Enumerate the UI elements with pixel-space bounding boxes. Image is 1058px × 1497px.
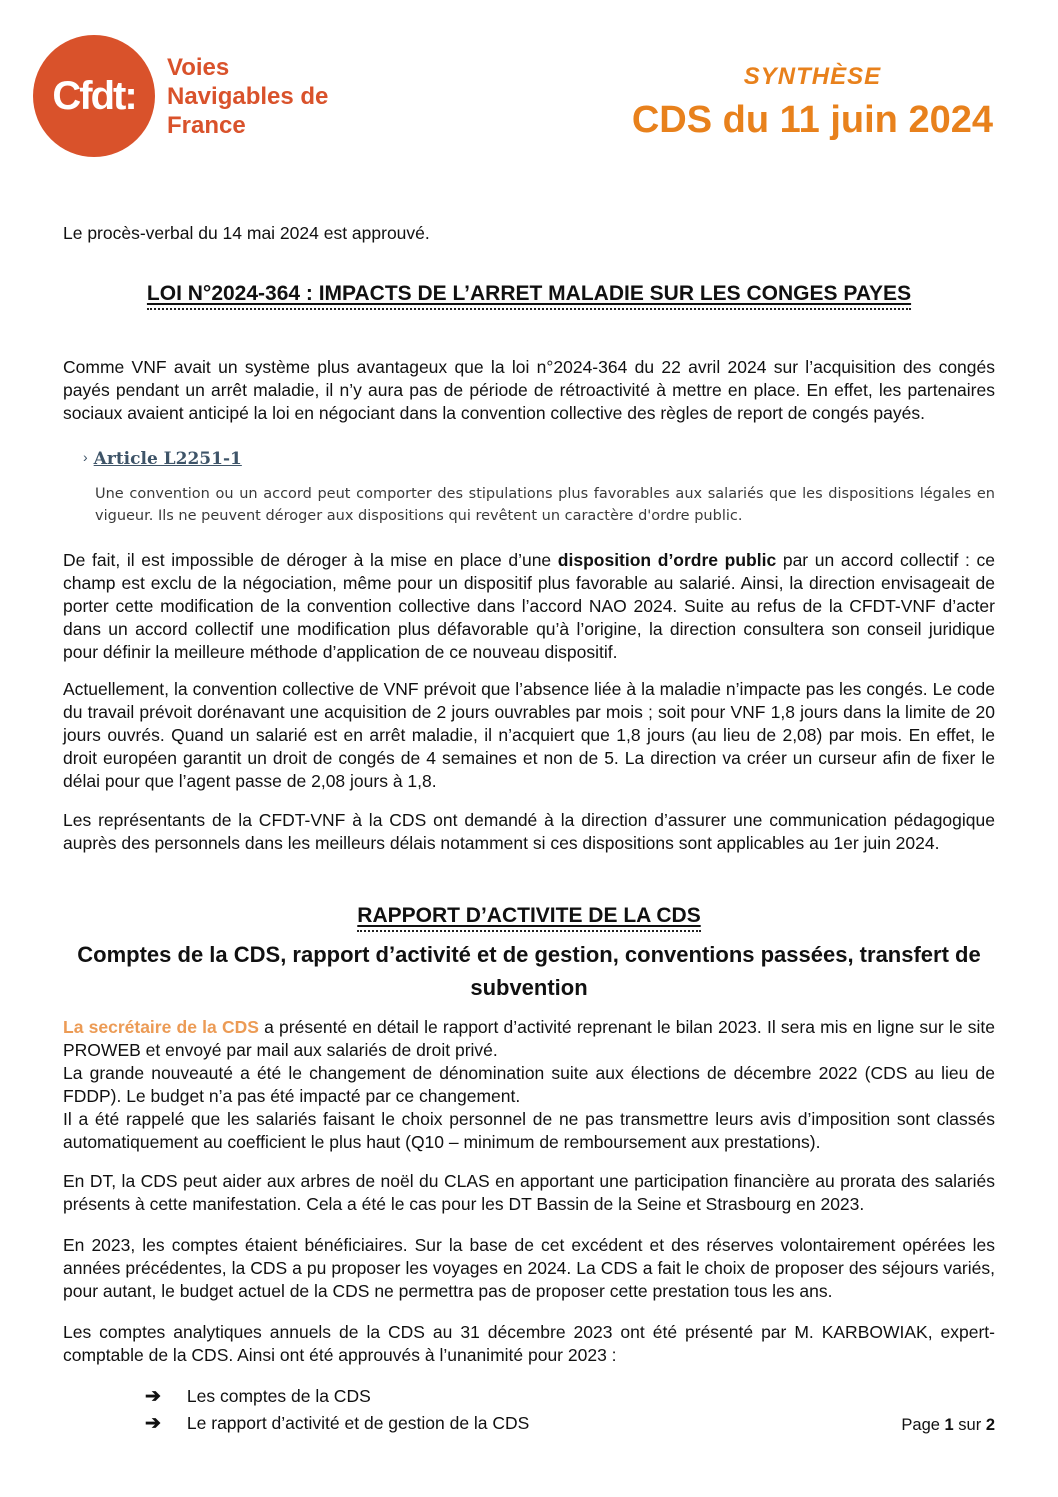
- paragraph-text: a présenté en détail le rapport d’activité reprenant le bilan 2023. Il sera mis en ligne sur le site PROWEB et envoyé par mail aux salariés de droit privé.: [63, 1017, 995, 1060]
- section2-paragraph-5: En 2023, les comptes étaient bénéficiaires. Sur la base de cet excédent et des réserves volontairement opérées les années précédentes, la CDS a pu proposer les voyages en 2024. La CDS a fait le choix de proposer des séjours variés, pour autant, le budget actuel de la CDS ne permettra pas de proposer cette prestation tous les ans.: [63, 1235, 995, 1301]
- section1-paragraph-3: Actuellement, la convention collective de VNF prévoit que l’absence liée à la maladie n’impacte pas les congés. Le code du travail prévoit dorénavant une acquisition de 2 jours ouvrables par mois ; soit pour VNF 1,8 jours dans la limite de 20 jours ouvrés. Quand un salarié est en arrêt maladie, il n’acquiert que 1,8 jours (au lieu de 2,08) par mois. En effet, le droit européen garantit un droit de congés de 4 semaines et non de 5. La direction va créer un curseur afin de fixer le délai pour que l’agent passe de 2,08 jours à 1,8.: [63, 679, 995, 791]
- secretary-highlight: La secrétaire de la CDS: [63, 1017, 259, 1037]
- org-name-line: France: [167, 111, 246, 139]
- arrow-bullet-icon: ➔: [145, 1413, 161, 1434]
- paragraph-text: De fait, il est impossible de déroger à la mise en place d’une: [63, 550, 558, 570]
- paragraph-text: par un accord collectif : ce champ est exclu de la négociation, même pour un dispositif plus favorable au salarié. Ainsi, la direction envisageait de porter cette modification de la convention collective dans l’accord NAO 2024. Suite au refus de la CFDT-VNF d’acter dans un accord collectif une modification plus défavorable qu’à l’origine, la direction consultera son conseil juridique pour définir la meilleure méthode d’application de ce nouveau dispositif.: [63, 550, 995, 662]
- section2-subheading: Comptes de la CDS, rapport d’activité et de gestion, conventions passées, transfert de subvention: [77, 942, 981, 1000]
- footer-page-number: 1: [944, 1416, 954, 1434]
- section2-paragraph-3: Il a été rappelé que les salariés faisant le choix personnel de ne pas transmettre leurs avis d’imposition sont classés automatiquement au coefficient le plus haut (Q10 – minimum de remboursement aux prestations).: [63, 1109, 995, 1152]
- approved-items-list: [63, 1383, 995, 1437]
- chevron-right-icon: ›: [83, 449, 88, 465]
- article-link-row: [83, 445, 995, 471]
- doc-type-label: SYNTHÈSE: [743, 63, 882, 90]
- page-title: CDS du 11 juin 2024: [631, 99, 993, 141]
- article-link[interactable]: Article L2251-1: [93, 449, 242, 469]
- document-header: [52, 35, 995, 168]
- intro-paragraph: Le procès-verbal du 14 mai 2024 est approuvé.: [63, 223, 430, 243]
- section2-paragraph-4: En DT, la CDS peut aider aux arbres de noël du CLAS en apportant une participation financière au prorata des salariés présents à cette manifestation. Cela a été le cas pour les DT Bassin de la Seine et Strasbourg en 2023.: [63, 1171, 995, 1214]
- arrow-bullet-icon: ➔: [145, 1386, 161, 1407]
- section2-paragraph-6: Les comptes analytiques annuels de la CDS au 31 décembre 2023 ont été présenté par M. KARBOWIAK, expert-comptable de la CDS. Ainsi ont été approuvés à l’unanimité pour 2023 :: [63, 1322, 995, 1365]
- title-block: [632, 35, 995, 142]
- section1-heading: [63, 281, 995, 310]
- org-name-line: Voies: [167, 53, 230, 81]
- list-item-text: Les comptes de la CDS: [186, 1386, 371, 1406]
- org-name-line: Navigables de: [167, 82, 329, 110]
- paragraph-bold-text: disposition d’ordre public: [557, 550, 777, 570]
- org-name: [167, 53, 328, 140]
- section1-heading-text: LOI N°2024-364 : IMPACTS DE L’ARRET MALADIE SUR LES CONGES PAYES: [147, 281, 911, 310]
- list-item-text: Le rapport d’activité et de gestion de la CDS: [186, 1413, 530, 1433]
- section2-heading-text: RAPPORT D’ACTIVITE DE LA CDS: [357, 903, 700, 932]
- article-quote: Une convention ou un accord peut comporter des stipulations plus favorables aux salariés que les dispositions légales en vigueur. Ils ne peuvent déroger aux dispositions qui revêtent un caractère d'ordre public.: [95, 486, 995, 524]
- cfdt-logo-circle-icon: [33, 35, 155, 157]
- section2-heading: [63, 903, 995, 932]
- cfdt-logo: [33, 35, 328, 157]
- list-item: [145, 1410, 995, 1437]
- section1-paragraph-4: Les représentants de la CFDT-VNF à la CDS ont demandé à la direction d’assurer une communication pédagogique auprès des personnels dans les meilleurs délais notamment si ces dispositions sont applicables au 1er juin 2024.: [63, 810, 995, 853]
- section1-paragraph-2: [63, 549, 995, 664]
- list-item: [145, 1383, 995, 1410]
- page-footer: [901, 1416, 995, 1435]
- section2-paragraph-1: [63, 1016, 995, 1062]
- footer-text: sur: [953, 1416, 986, 1434]
- section2-paragraph-2: La grande nouveauté a été le changement de dénomination suite aux élections de décembre 2022 (CDS au lieu de FDDP). Le budget n’a pas été impacté par ce changement.: [63, 1063, 995, 1106]
- footer-text: Page: [901, 1416, 945, 1434]
- section1-paragraph-1: Comme VNF avait un système plus avantageux que la loi n°2024-364 du 22 avril 2024 sur l’acquisition des congés payés pendant un arrêt maladie, il n’y aura pas de période de rétroactivité à mettre en place. En effet, les partenaires sociaux avaient anticipé la loi en négociant dans la convention collective des règles de report de congés payés.: [63, 357, 995, 423]
- footer-page-total: 2: [985, 1416, 995, 1434]
- cfdt-logo-text: Cfdt:: [52, 73, 136, 118]
